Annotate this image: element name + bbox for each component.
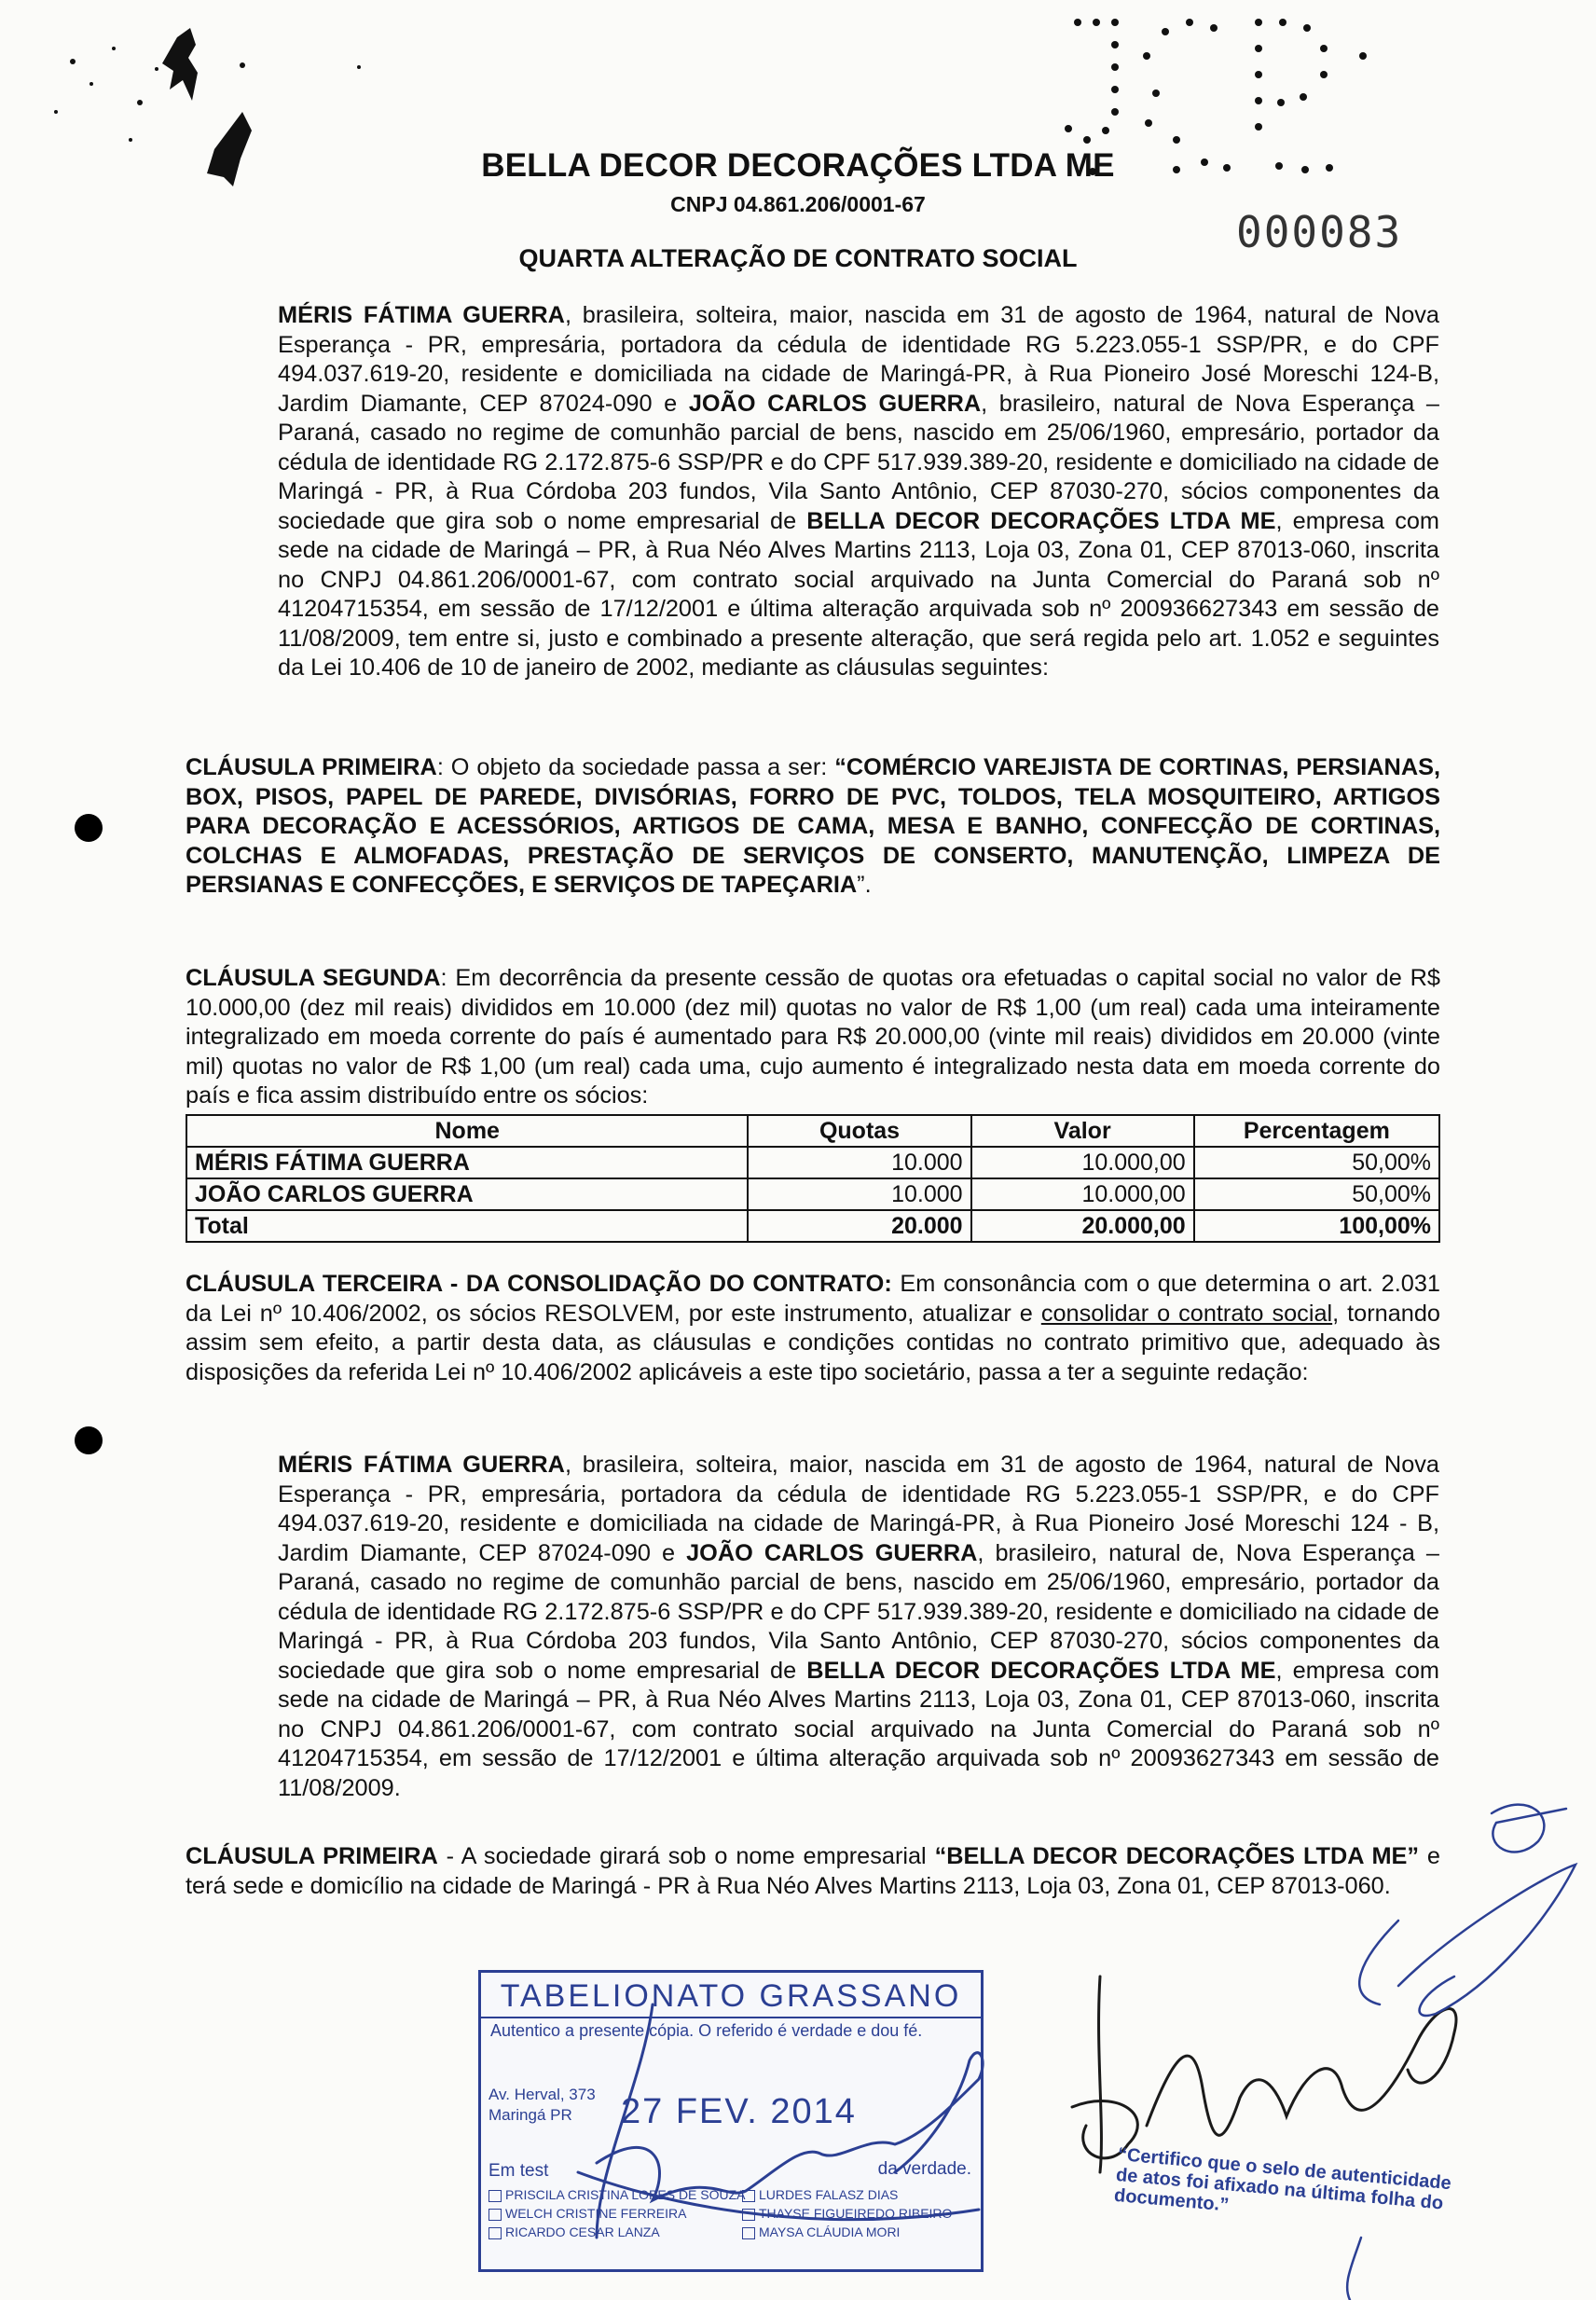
stamp-name-item: MAYSA CLÁUDIA MORI [742, 2223, 952, 2241]
table-header: Percentagem [1194, 1115, 1439, 1147]
stamp-date: 27 FEV. 2014 [621, 2092, 857, 2131]
table-cell: 10.000 [748, 1147, 970, 1178]
page-number: 000083 [1236, 207, 1403, 257]
company-cnpj: CNPJ 04.861.206/0001-67 [670, 192, 926, 216]
stamp-subtitle: Autentico a presente cópia. O referido é verdade e dou fé. [490, 2021, 923, 2040]
table-header: Valor [971, 1115, 1194, 1147]
clausula-primeira-b-company: “BELLA DECOR DECORAÇÕES LTDA ME” [934, 1843, 1420, 1869]
consolidated-text-1: , brasileira, solteira, maior, nascida em 31 de agosto de 1964, natural de Nova Esperança - PR, empresária, portadora da cédula de identidade RG 5.223.055-1 SSP/PR, e do CPF 494.037.619-20, residente e domiciliada na cidade de Maringá-PR, à Rua Pioneiro José Moreschi 124 - B, Jardim Diamante, CEP 87024-090 e [278, 1452, 1439, 1566]
certification-note: “Certifico que o selo de autenticidade de atos foi afixado na última folha do documento.” [1113, 2144, 1452, 2216]
table-cell: 50,00% [1194, 1178, 1439, 1210]
partner-name-1: MÉRIS FÁTIMA GUERRA [278, 302, 565, 328]
clausula-terceira-text-a: Em consonância com o que determina o art. 2.031 da Lei nº 10.406/2002, os sócios RESOLVEM, por este instrumento, atualizar e [186, 1271, 1440, 1327]
table-header: Quotas [748, 1115, 970, 1147]
stamp-em-testo: Em test [488, 2161, 549, 2181]
intro-company-name: BELLA DECOR DECORAÇÕES LTDA ME [806, 507, 1276, 534]
clausula-segunda-text: : Em decorrência da presente cessão de quotas ora efetuadas o capital social no valor de R$ 10.000,00 (dez mil reais) divididos em 10.000 (dez mil) quotas no valor de R$ 1,00 (um real) cada uma inteiramente integralizado em moeda corrente do país é aumentado para R$ 20.000,00 (vinte mil reais) divididos em 20.000 (vinte mil) quotas no valor de R$ 1,00 (um real) cada uma, cujo aumento é integralizado nesta data em moeda corrente do país e fica assim distribuído entre os sócios: [186, 965, 1440, 1109]
clausula-primeira-end: ”. [857, 872, 872, 898]
stamp-name-item: WELCH CRISTINE FERREIRA [488, 2204, 746, 2223]
stamp-name-item: THAYSE FIGUEIREDO RIBEIRO [742, 2204, 952, 2223]
table-cell: 10.000 [748, 1178, 970, 1210]
table-cell: Total [186, 1210, 748, 1242]
notary-signature [578, 2004, 983, 2238]
document-title: QUARTA ALTERAÇÃO DE CONTRATO SOCIAL [518, 244, 1078, 272]
intro-text-2: , brasileiro, natural de Nova Esperança – Paraná, casado no regime de comunhão parcial de bens, nascido em 25/06/1960, empresário, portador da cédula de identidade RG 2.172.875-6 SSP/PR e do CPF 517.939.389-20, residente e domiciliado na cidade de Maringá - PR, à Rua Córdoba 203 fundos, Vila Santo Antônio, CEP 87030-270, sócios componentes da sociedade que gira sob o nome empresarial de [278, 390, 1439, 534]
stamp-verdade: da verdade. [877, 2159, 971, 2179]
table-header: Nome [186, 1115, 748, 1147]
intro-text-3: , empresa com sede na cidade de Maringá – PR, à Rua Néo Alves Martins 2113, Loja 03, Zona 01, CEP 87013-060, inscrita no CNPJ 04.861.206/0001-67, com contrato social arquivado na Junta Comercial do Paraná sob nº 41204715354, em sessão de 17/12/2001 e última alteração arquivada sob nº 200936627343 em sessão de 11/08/2009, tem entre si, justo e combinado a presente alteração, que será regida pelo art. 1.052 e seguintes da Lei 10.406 de 10 de janeiro de 2002, mediante as cláusulas seguintes: [278, 507, 1440, 681]
clausula-terceira-underlined: consolidar o contrato social [1040, 1300, 1333, 1327]
table-cell: MÉRIS FÁTIMA GUERRA [186, 1147, 748, 1178]
stamp-name-item: PRISCILA CRISTINA LOPES DE SOUZA [488, 2185, 746, 2204]
consolidated-company-name: BELLA DECOR DECORAÇÕES LTDA ME [806, 1657, 1276, 1684]
table-cell: 50,00% [1194, 1147, 1439, 1178]
consolidated-text-3: , empresa com sede na cidade de Maringá – PR, à Rua Néo Alves Martins 2113, Loja 03, Zona 01, CEP 87013-060, inscrita no CNPJ 04.861.206/0001-67, com contrato social arquivado na Junta Comercial do Paraná sob nº 41204715354, em sessão de 17/12/2001 e última alteração arquivada sob nº 20093627343 em sessão de 11/08/2009. [278, 1657, 1440, 1801]
clausula-primeira-b-heading: CLÁUSULA PRIMEIRA [186, 1843, 438, 1869]
stamp-address-line: Av. Herval, 373 [488, 2086, 596, 2103]
consolidated-text-2: , brasileiro, natural de, Nova Esperança – Paraná, casado no regime de comunhão parcial de bens, nascido em 25/06/1960, empresário, portador da cédula de identidade RG 2.172.875-6 SSP/PR e do CPF 517.939.389-20, residente e domiciliado na cidade de Maringá - PR, à Rua Córdoba 203 fundos, Vila Santo Antônio, CEP 87030-270, sócios componentes da sociedade que gira sob o nome empresarial de [278, 1539, 1439, 1684]
clausula-primeira-b-text-b: e terá sede e domicílio na cidade de Maringá - PR à Rua Néo Alves Martins 2113, Loja 03, Zona 01, CEP 87013-060. [186, 1843, 1441, 1899]
clausula-segunda-heading: CLÁUSULA SEGUNDA [186, 965, 441, 991]
stamp-name-item: RICARDO CESAR LANZA [488, 2223, 746, 2241]
intro-text-1: , brasileira, solteira, maior, nascida em 31 de agosto de 1964, natural de Nova Esperança - PR, empresária, portadora da cédula de identidade RG 5.223.055-1 SSP/PR, e do CPF 494.037.619-20, residente e domiciliada na cidade de Maringá-PR, à Rua Pioneiro José Moreschi 124-B, Jardim Diamante, CEP 87024-090 e [278, 302, 1439, 417]
company-name-heading: BELLA DECOR DECORAÇÕES LTDA ME [481, 147, 1115, 184]
clausula-primeira-object: “COMÉRCIO VAREJISTA DE CORTINAS, PERSIANAS, BOX, PISOS, PAPEL DE PAREDE, DIVISÓRIAS, FORRO DE PVC, TOLDOS, TELA MOSQUITEIRO, ARTIGOS PARA DECORAÇÃO E ACESSÓRIOS, ARTIGOS DE CAMA, MESA E BANHO, CONFECÇÃO DE CORTINAS, COLCHAS E ALMOFADAS, PRESTAÇÃO DE SERVIÇOS DE CONSERTO, MANUTENÇÃO, LIMPEZA DE PERSIANAS E CONFECÇÕES, E SERVIÇOS DE TAPEÇARIA [186, 754, 1440, 898]
stamp-title: TABELIONATO GRASSANO [481, 1978, 981, 2018]
clausula-primeira-b-text-a: - A sociedade girará sob o nome empresarial [437, 1843, 935, 1869]
table-cell: 10.000,00 [971, 1178, 1194, 1210]
clausula-terceira-heading: CLÁUSULA TERCEIRA - DA CONSOLIDAÇÃO DO CONTRATO: [186, 1271, 892, 1297]
partner-name-1: MÉRIS FÁTIMA GUERRA [278, 1452, 565, 1478]
clausula-terceira-text-b: , tornando assim sem efeito, a partir desta data, as cláusulas e condições contidas no contrato primitivo que, adequado às disposições da referida Lei nº 10.406/2002 aplicáveis a este tipo societário, passa a ter a seguinte redação: [186, 1300, 1440, 1385]
partner-name-2: JOÃO CARLOS GUERRA [688, 390, 982, 417]
clausula-primeira-heading: CLÁUSULA PRIMEIRA [186, 754, 437, 780]
table-cell: 10.000,00 [971, 1147, 1194, 1178]
clausula-primeira-text: : O objeto da sociedade passa a ser: [436, 754, 835, 780]
table-cell: JOÃO CARLOS GUERRA [186, 1178, 748, 1210]
table-cell: 20.000,00 [971, 1210, 1194, 1242]
table-cell: 20.000 [748, 1210, 970, 1242]
stamp-address-line: Maringá PR [488, 2106, 572, 2124]
table-cell: 100,00% [1194, 1210, 1439, 1242]
partner-name-2: JOÃO CARLOS GUERRA [686, 1539, 978, 1566]
stamp-name-item: LURDES FALASZ DIAS [742, 2185, 952, 2204]
partner-signatures [1072, 1976, 1456, 2172]
